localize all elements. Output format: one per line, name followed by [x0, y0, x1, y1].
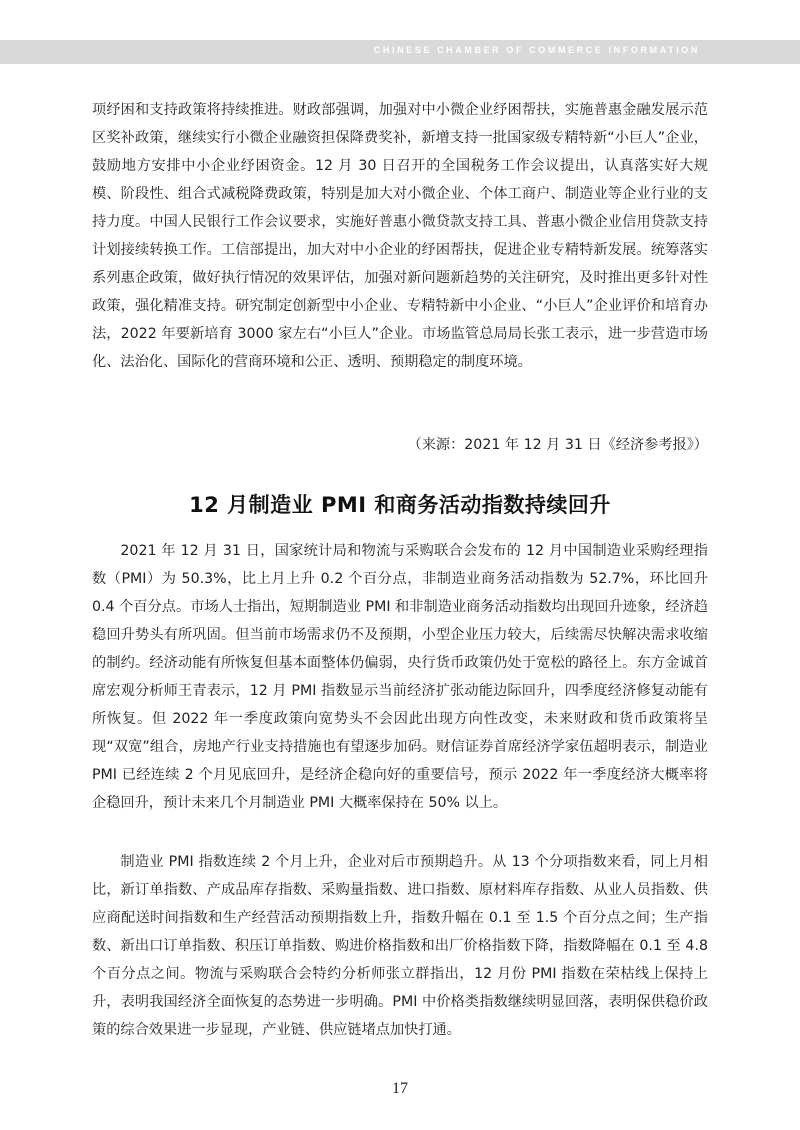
article2-paragraph-1: 2021 年 12 月 31 日，国家统计局和物流与采购联合会发布的 12 月中国制造业采购经理指数（PMI）为 50.3%，比上月上升 0.2 个百分点，非制造业商务活动指数为 52.7%，环比回升 0.4 个百分点。市场人士指出，短期制造业 PMI 和非制造业商务活动指数均出现回升迹象，经济趋稳回升势头有所巩固。但当前市场需求仍不及预期，小型企业压力较大，后续需尽快解决需求收缩的制约。经济动能有所恢复但基本面整体仍偏弱，央行货币政策仍处于宽松的路径上。东方金诚首席宏观分析师王青表示，12 月 PMI 指数显示当前经济扩张动能边际回升，四季度经济修复动能有所恢复。但 2022 年一季度政策向宽势头不会因此出现方向性改变，未来财政和货币政策将呈现“双宽”组合，房地产行业支持措施也有望逐步加码。财信证券首席经济学家伍超明表示，制造业 PMI 已经连续 2 个月见底回升，是经济企稳向好的重要信号，预示 2022 年一季度经济大概率将企稳回升，预计未来几个月制造业 PMI 大概率保持在 50% 以上。	[92, 543, 708, 811]
page-number: 17	[392, 1080, 408, 1097]
article2-paragraph-2: 制造业 PMI 指数连续 2 个月上升，企业对后市预期趋升。从 13 个分项指数来看，同上月相比，新订单指数、产成品库存指数、采购量指数、进口指数、原材料库存指数、从业人员指数、供应商配送时间指数和生产经营活动预期指数上升，指数升幅在 0.1 至 1.5 个百分点之间；生产指数、新出口订单指数、积压订单指数、购进价格指数和出厂价格指数下降，指数降幅在 0.1 至 4.8 个百分点之间。物流与采购联合会特约分析师张立群指出，12 月份 PMI 指数在荣枯线上保持上升，表明我国经济全面恢复的态势进一步明确。PMI 中价格类指数继续明显回落，表明保供稳价政策的综合效果进一步显现，产业链、供应链堵点加快打通。	[92, 854, 708, 1038]
article1-paragraph: 项纾困和支持政策将持续推进。财政部强调，加强对中小微企业纾困帮扶，实施普惠金融发展示范区奖补政策，继续实行小微企业融资担保降费奖补，新增支持一批国家级专精特新“小巨人”企业，鼓励地方安排中小企业纾困资金。12 月 30 日召开的全国税务工作会议提出，认真落实好大规模、阶段性、组合式减税降费政策，特别是加大对小微企业、个体工商户、制造业等企业行业的支持力度。中国人民银行工作会议要求，实施好普惠小微贷款支持工具、普惠小微企业信用贷款支持计划接续转换工作。工信部提出，加大对中小企业的纾困帮扶，促进企业专精特新发展。统筹落实系列惠企政策，做好执行情况的效果评估，加强对新问题新趋势的关注研究，及时推出更多针对性政策，强化精准支持。研究制定创新型中小企业、专精特新中小企业、“小巨人”企业评价和培育办法，2022 年要新培育 3000 家左右“小巨人”企业。市场监管总局局长张工表示，进一步营造市场化、法治化、国际化的营商环境和公正、透明、预期稳定的制度环境。	[92, 102, 708, 370]
article2-title: 12 月制造业 PMI 和商务活动指数持续回升	[189, 493, 611, 517]
article1-source: （来源：2021 年 12 月 31 日《经济参考报》）	[407, 437, 708, 453]
running-header: CHINESE CHAMBER OF COMMERCE INFORMATION	[373, 45, 700, 55]
